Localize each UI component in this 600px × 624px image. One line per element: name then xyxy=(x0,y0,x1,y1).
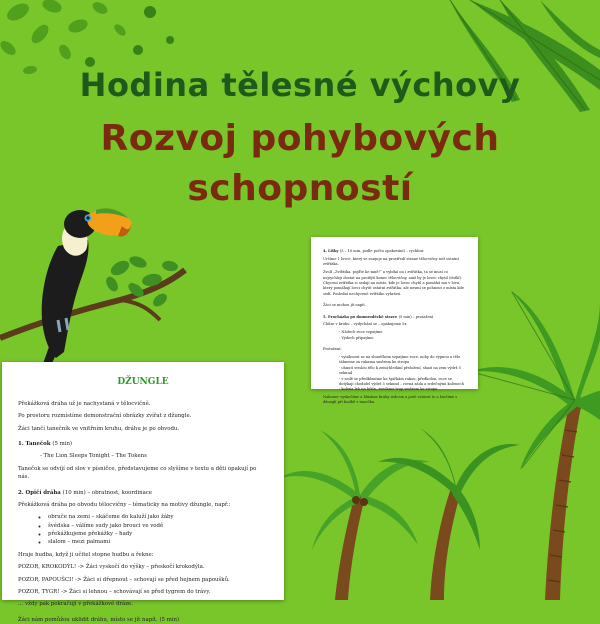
title-line-1: Hodina tělesné výchovy xyxy=(79,66,521,104)
paragraph: POZOR, PAPOUŠCI! -> Žáci si dřepnout – schovají se před hejnem papoušků. xyxy=(18,576,230,583)
paragraph: Tanečok se odvíjí od slov v písničce, představujeme co slyšíme v textu a děti opakují po nás. xyxy=(18,465,257,481)
list-item: - v sedě se předkloníme ke špičkám rukou, předkolon, ruce se dotýkají chodidel výdrž 5 sekund – rovná záda a srdečnými kolenech xyxy=(339,376,464,386)
section-5-heading: 5. Procházka po domorodécké stezce (5 min) – protažení xyxy=(323,314,434,319)
list xyxy=(18,452,268,460)
paragraph: … vždy pak pokračují v překážkové dráze. xyxy=(18,601,133,608)
list-item: ◦ obruče na zemi – skáčeme do kaluží jako žáby xyxy=(48,513,268,521)
list-item: - vytáhnout se na slunéčkem vzpaţíme ruce, nohy do výpnou a tělo táhneme za rukama směrem ke stropu xyxy=(339,354,461,365)
section-2-heading: 2. Opičí dráha (10 min) – obratnost, koordinace xyxy=(18,489,152,496)
list-item: - Výdech připaţíme xyxy=(339,335,374,340)
paragraph: POZOR, TYGR! -> Žáci si lehnou – schovávají se před tygrem do trávy. xyxy=(18,588,211,595)
toucan-icon xyxy=(0,208,185,372)
paragraph: Zvolí „Zvířátka, pojďte ke mně!“ a vybíhá on i zvířátka, ta se musí co nejrychleji dostat na protější konec tělocvičny, aniž by je lovec chytil (dotkl). Chycení zvířátka si sedají na místo, kde je lovec chytil a pomáhá mu v lovu, který pomáhají lovci chytit ostatní zvířátka, ale nesmí se pohnout z místa kde sedí. Poslední nechycené zvířátko vyhrává. xyxy=(323,270,464,296)
list-item: - ohnutí svislou tělo k zemi-hledání přeložení, shazí na zem výdrž 5 sekund xyxy=(339,365,461,376)
monstera-leaves-icon xyxy=(0,0,128,75)
list xyxy=(323,330,466,341)
paragraph: Po prostoru rozmístíme demonstrační obrázky zvířat z džungle. xyxy=(18,413,192,420)
list-item: - kolena leh na břiše, zvedáme trup směrem ke stropu xyxy=(339,387,438,392)
paragraph: POZOR, KROKODÝL! -> Žáci vyskočí do výšky – přeskočí krokodýla. xyxy=(18,564,205,571)
list xyxy=(323,355,466,393)
paragraph: Překážková dráha už je nachystaná v tělocvičně. xyxy=(18,400,151,407)
paragraph: Žáci tančí tanečník ve vnitřním kruhu, dráhu je po obvodu. xyxy=(18,425,180,432)
title-line-2: Rozvoj pohybových xyxy=(100,118,500,159)
list-item: ◦ překážkujeme překážky – hady xyxy=(48,530,268,538)
paragraph: Překážková dráha po obvodu tělocvičny – tématicky na motivy džungle, např.: xyxy=(18,501,231,508)
list xyxy=(18,513,268,547)
paragraph: Určíme 1 lovce, který se snaţuje na prostředí strane tělocvičny než ostatní zvířátka. xyxy=(323,256,459,267)
document-preview-page-2 xyxy=(311,237,478,405)
title-line-3: schopností xyxy=(187,168,413,209)
section-4-heading: 4. Lišky (5 – 10 min, podle počtu opakování) – rychlost xyxy=(323,249,424,253)
document-preview-page-1 xyxy=(2,362,284,623)
paragraph: Žáci se mohou jít napít. xyxy=(323,303,366,308)
paragraph: Žáci nám pomůžou uklidit dráhu, místo se jít napít. (5 min) xyxy=(18,616,180,623)
list-item: - Nádech ruce vzpaţíme xyxy=(339,330,383,335)
list-item: ◦ švédska – válíme sudy jako brouci ve vodě xyxy=(48,522,268,530)
list-item: - The Lion Sleeps Tonight – The Tokens xyxy=(40,453,147,460)
section-1-heading: 1. Tanečok (5 min) xyxy=(18,441,73,448)
paragraph: Hraje hudba, když ji učitel stopne hudbu a řekne: xyxy=(18,551,154,558)
document-heading: DŽUNGLE xyxy=(117,377,169,387)
paragraph: Chůze v kruhu – vydychání se – opakujeme 5x xyxy=(323,322,407,327)
list-item: ◦ slalom – mezi palmami xyxy=(48,538,268,546)
paragraph: Protažení: xyxy=(323,347,342,352)
paragraph: Nakonec vyskočíme a hlásíme kruhy srdcem a poté vstávat to a loučíme s džunglí při hudbě v tanečku. xyxy=(323,394,458,405)
